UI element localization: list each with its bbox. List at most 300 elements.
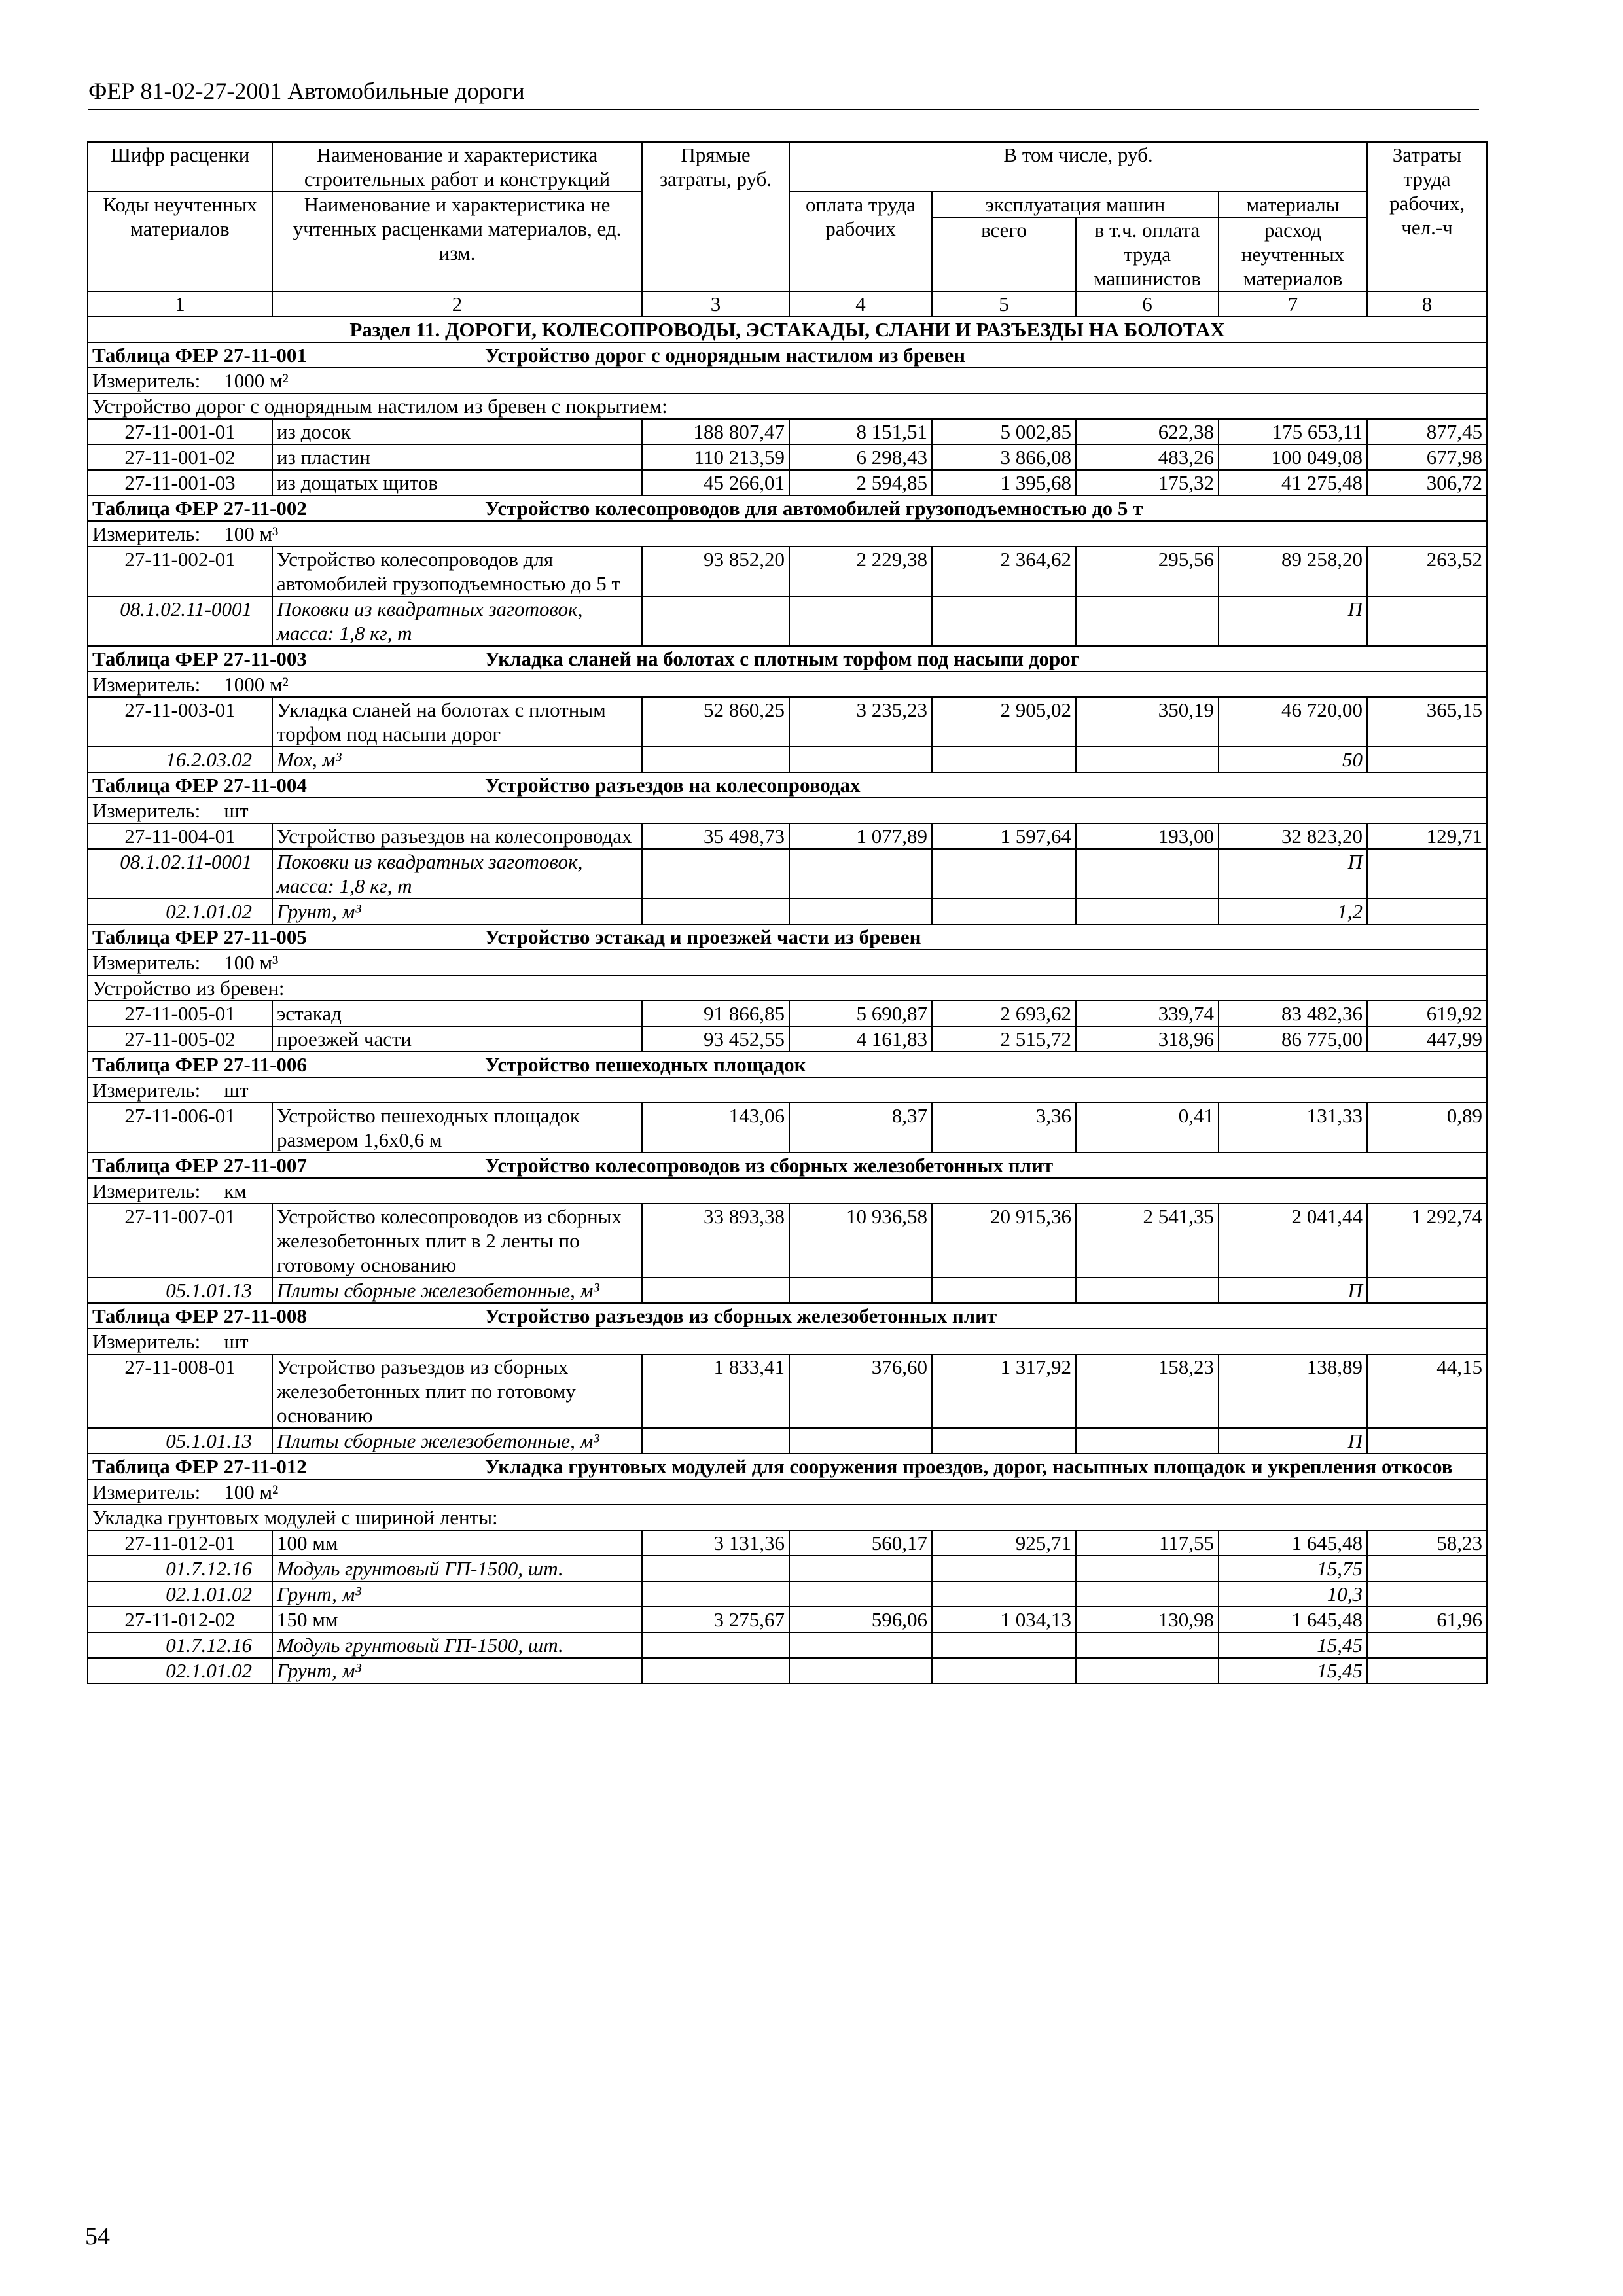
rate-value: 188 807,47 bbox=[642, 419, 789, 444]
group-row bbox=[88, 393, 1487, 419]
empty-cell bbox=[932, 1581, 1076, 1607]
empty-cell bbox=[642, 596, 789, 646]
rate-value: 2 229,38 bbox=[789, 547, 932, 596]
rate-name: Укладка сланей на болотах с плотным торфом под насыпи дорог bbox=[272, 697, 642, 747]
col-num: 2 bbox=[272, 291, 642, 317]
measure-cell bbox=[88, 1479, 1487, 1505]
rate-name: Устройство колесопроводов из сборных железобетонных плит в 2 ленты по готовому основанию bbox=[272, 1204, 642, 1278]
empty-cell bbox=[1076, 899, 1219, 924]
measure-cell bbox=[88, 368, 1487, 393]
empty-cell bbox=[789, 1632, 932, 1658]
material-row bbox=[88, 1428, 1487, 1454]
measure-label: Измеритель: bbox=[92, 369, 201, 392]
material-row bbox=[88, 1278, 1487, 1303]
rate-value: 339,74 bbox=[1076, 1001, 1219, 1026]
col-num: 4 bbox=[789, 291, 932, 317]
empty-cell bbox=[1076, 1581, 1219, 1607]
measure-label: Измеритель: bbox=[92, 522, 201, 545]
rate-value: 1 317,92 bbox=[932, 1354, 1076, 1428]
empty-cell bbox=[642, 1556, 789, 1581]
rate-code: 27-11-004-01 bbox=[88, 823, 272, 849]
rate-name: проезжей части bbox=[272, 1026, 642, 1052]
rate-name: из пластин bbox=[272, 444, 642, 470]
rate-value: 3 235,23 bbox=[789, 697, 932, 747]
material-name: Поковки из квадратных заготовок, масса: 1,8 кг, т bbox=[272, 596, 642, 646]
col-machwages-header: в т.ч. оплата труда машинистов bbox=[1076, 217, 1219, 291]
material-qty: 15,75 bbox=[1219, 1556, 1367, 1581]
table-title-cell bbox=[88, 1454, 1487, 1479]
rate-code: 27-11-003-01 bbox=[88, 697, 272, 747]
measure-cell bbox=[88, 798, 1487, 823]
empty-cell bbox=[1076, 1632, 1219, 1658]
empty-cell bbox=[789, 1658, 932, 1683]
rate-value: 193,00 bbox=[1076, 823, 1219, 849]
rate-value: 6 298,43 bbox=[789, 444, 932, 470]
table-title-row bbox=[88, 1303, 1487, 1329]
measure-label: Измеритель: bbox=[92, 1179, 201, 1202]
empty-cell bbox=[932, 596, 1076, 646]
measure-row bbox=[88, 1178, 1487, 1204]
material-row bbox=[88, 1556, 1487, 1581]
rate-value: 91 866,85 bbox=[642, 1001, 789, 1026]
col-incl-header: В том числе, руб. bbox=[789, 142, 1367, 192]
empty-cell bbox=[642, 899, 789, 924]
table-title-row bbox=[88, 342, 1487, 368]
table-number: Таблица ФЕР 27-11-001 bbox=[92, 344, 307, 367]
table-number: Таблица ФЕР 27-11-005 bbox=[92, 925, 307, 948]
table-title-cell bbox=[88, 772, 1487, 798]
rate-value: 318,96 bbox=[1076, 1026, 1219, 1052]
material-row bbox=[88, 1658, 1487, 1683]
material-qty: 15,45 bbox=[1219, 1632, 1367, 1658]
rate-value: 158,23 bbox=[1076, 1354, 1219, 1428]
rate-value: 560,17 bbox=[789, 1530, 932, 1556]
empty-cell bbox=[1076, 1428, 1219, 1454]
rate-name: эстакад bbox=[272, 1001, 642, 1026]
measure-cell bbox=[88, 950, 1487, 975]
rate-value: 110 213,59 bbox=[642, 444, 789, 470]
rate-value: 3,36 bbox=[932, 1103, 1076, 1153]
measure-cell bbox=[88, 1077, 1487, 1103]
table-title-cell bbox=[88, 1052, 1487, 1077]
rate-row bbox=[88, 547, 1487, 596]
material-name: Грунт, м³ bbox=[272, 1581, 642, 1607]
rate-value: 0,89 bbox=[1367, 1103, 1487, 1153]
col-num: 5 bbox=[932, 291, 1076, 317]
rate-value: 4 161,83 bbox=[789, 1026, 932, 1052]
empty-cell bbox=[789, 899, 932, 924]
rate-value: 3 131,36 bbox=[642, 1530, 789, 1556]
empty-cell bbox=[642, 1632, 789, 1658]
group-caption: Укладка грунтовых модулей с шириной ленты: bbox=[88, 1505, 1487, 1530]
rate-value: 8 151,51 bbox=[789, 419, 932, 444]
table-title-cell bbox=[88, 495, 1487, 521]
empty-cell bbox=[932, 1556, 1076, 1581]
col-num: 8 bbox=[1367, 291, 1487, 317]
rate-code: 27-11-001-02 bbox=[88, 444, 272, 470]
column-numbers-row bbox=[88, 291, 1487, 317]
measure-label: Измеритель: bbox=[92, 1480, 201, 1503]
rate-value: 44,15 bbox=[1367, 1354, 1487, 1428]
empty-cell bbox=[642, 747, 789, 772]
empty-cell bbox=[932, 1658, 1076, 1683]
empty-cell bbox=[932, 1428, 1076, 1454]
material-name: Мох, м³ bbox=[272, 747, 642, 772]
rate-value: 138,89 bbox=[1219, 1354, 1367, 1428]
col-name-header: Наименование и характеристика строительных работ и конструкций bbox=[272, 142, 642, 192]
empty-cell bbox=[789, 596, 932, 646]
empty-cell bbox=[1076, 1658, 1219, 1683]
table-title: Устройство разъездов на колесопроводах bbox=[485, 774, 861, 797]
material-name: Модуль грунтовый ГП-1500, шт. bbox=[272, 1632, 642, 1658]
table-title-row bbox=[88, 1454, 1487, 1479]
empty-cell bbox=[642, 1278, 789, 1303]
rate-value: 622,38 bbox=[1076, 419, 1219, 444]
empty-cell bbox=[1367, 1278, 1487, 1303]
rate-code: 27-11-001-03 bbox=[88, 470, 272, 495]
rate-value: 45 266,01 bbox=[642, 470, 789, 495]
header-row-1 bbox=[88, 142, 1487, 192]
table-title-row bbox=[88, 495, 1487, 521]
measure-value: 100 м³ bbox=[224, 522, 279, 545]
rate-value: 1 645,48 bbox=[1219, 1530, 1367, 1556]
measure-value: 1000 м² bbox=[224, 369, 289, 392]
rate-value: 3 275,67 bbox=[642, 1607, 789, 1632]
rate-value: 61,96 bbox=[1367, 1607, 1487, 1632]
empty-cell bbox=[1367, 899, 1487, 924]
rate-row bbox=[88, 1026, 1487, 1052]
empty-cell bbox=[642, 1428, 789, 1454]
table-number: Таблица ФЕР 27-11-003 bbox=[92, 647, 307, 670]
measure-row bbox=[88, 368, 1487, 393]
col-matcode-header: Коды неучтенных материалов bbox=[88, 192, 272, 291]
measure-row bbox=[88, 950, 1487, 975]
rate-value: 5 002,85 bbox=[932, 419, 1076, 444]
col-matusage-header: расход неучтенных материалов bbox=[1219, 217, 1367, 291]
rate-code: 27-11-008-01 bbox=[88, 1354, 272, 1428]
rate-value: 86 775,00 bbox=[1219, 1026, 1367, 1052]
material-name: Плиты сборные железобетонные, м³ bbox=[272, 1428, 642, 1454]
measure-value: шт bbox=[224, 1330, 249, 1353]
empty-cell bbox=[1076, 1556, 1219, 1581]
rate-value: 35 498,73 bbox=[642, 823, 789, 849]
rate-value: 295,56 bbox=[1076, 547, 1219, 596]
table-number: Таблица ФЕР 27-11-012 bbox=[92, 1455, 307, 1478]
rate-value: 365,15 bbox=[1367, 697, 1487, 747]
section-title: Раздел 11. ДОРОГИ, КОЛЕСОПРОВОДЫ, ЭСТАКАДЫ, СЛАНИ И РАЗЪЕЗДЫ НА БОЛОТАХ bbox=[88, 317, 1487, 342]
rate-value: 130,98 bbox=[1076, 1607, 1219, 1632]
empty-cell bbox=[1076, 747, 1219, 772]
table-number: Таблица ФЕР 27-11-007 bbox=[92, 1154, 307, 1177]
rate-value: 89 258,20 bbox=[1219, 547, 1367, 596]
rate-name: из досок bbox=[272, 419, 642, 444]
empty-cell bbox=[1367, 596, 1487, 646]
material-row bbox=[88, 1632, 1487, 1658]
measure-cell bbox=[88, 1329, 1487, 1354]
rate-value: 41 275,48 bbox=[1219, 470, 1367, 495]
col-machtotal-header: всего bbox=[932, 217, 1076, 291]
empty-cell bbox=[1367, 1428, 1487, 1454]
material-code: 08.1.02.11-0001 bbox=[88, 596, 272, 646]
empty-cell bbox=[1076, 849, 1219, 899]
empty-cell bbox=[1076, 1278, 1219, 1303]
rate-value: 619,92 bbox=[1367, 1001, 1487, 1026]
rate-value: 2 905,02 bbox=[932, 697, 1076, 747]
material-name: Грунт, м³ bbox=[272, 1658, 642, 1683]
measure-value: 1000 м² bbox=[224, 673, 289, 696]
material-row bbox=[88, 596, 1487, 646]
col-num: 7 bbox=[1219, 291, 1367, 317]
measure-cell bbox=[88, 521, 1487, 547]
col-direct-header: Прямые затраты, руб. bbox=[642, 142, 789, 291]
rate-code: 27-11-006-01 bbox=[88, 1103, 272, 1153]
col-machines-header: эксплуатация машин bbox=[932, 192, 1219, 217]
rate-value: 306,72 bbox=[1367, 470, 1487, 495]
rates-table bbox=[87, 141, 1488, 1684]
measure-row bbox=[88, 1329, 1487, 1354]
measure-row bbox=[88, 798, 1487, 823]
rate-value: 33 893,38 bbox=[642, 1204, 789, 1278]
table-title-cell bbox=[88, 342, 1487, 368]
col-num: 6 bbox=[1076, 291, 1219, 317]
rate-value: 677,98 bbox=[1367, 444, 1487, 470]
empty-cell bbox=[789, 1556, 932, 1581]
rate-value: 2 541,35 bbox=[1076, 1204, 1219, 1278]
measure-row bbox=[88, 1077, 1487, 1103]
rate-value: 131,33 bbox=[1219, 1103, 1367, 1153]
rate-value: 10 936,58 bbox=[789, 1204, 932, 1278]
measure-label: Измеритель: bbox=[92, 1079, 201, 1102]
table-title-row bbox=[88, 1153, 1487, 1178]
rate-value: 5 690,87 bbox=[789, 1001, 932, 1026]
table-number: Таблица ФЕР 27-11-008 bbox=[92, 1304, 307, 1327]
empty-cell bbox=[1076, 596, 1219, 646]
empty-cell bbox=[1367, 849, 1487, 899]
material-code: 05.1.01.13 bbox=[88, 1428, 272, 1454]
rate-row bbox=[88, 823, 1487, 849]
rate-name: Устройство колесопроводов для автомобилей грузоподъемностью до 5 т bbox=[272, 547, 642, 596]
rate-row bbox=[88, 1103, 1487, 1153]
rate-value: 175,32 bbox=[1076, 470, 1219, 495]
table-title: Укладка грунтовых модулей для сооружения проездов, дорог, насыпных площадок и укрепления откосов bbox=[485, 1455, 1453, 1478]
rate-name: из дощатых щитов bbox=[272, 470, 642, 495]
rate-code: 27-11-007-01 bbox=[88, 1204, 272, 1278]
measure-value: км bbox=[224, 1179, 247, 1202]
material-qty: П bbox=[1219, 1278, 1367, 1303]
material-name: Плиты сборные железобетонные, м³ bbox=[272, 1278, 642, 1303]
col-materials-header: материалы bbox=[1219, 192, 1367, 217]
col-num: 3 bbox=[642, 291, 789, 317]
rate-row bbox=[88, 697, 1487, 747]
rate-value: 263,52 bbox=[1367, 547, 1487, 596]
empty-cell bbox=[642, 849, 789, 899]
rate-value: 175 653,11 bbox=[1219, 419, 1367, 444]
rate-value: 1 292,74 bbox=[1367, 1204, 1487, 1278]
rate-value: 2 515,72 bbox=[932, 1026, 1076, 1052]
rate-value: 1 597,64 bbox=[932, 823, 1076, 849]
rate-value: 143,06 bbox=[642, 1103, 789, 1153]
table-title-cell bbox=[88, 646, 1487, 672]
rate-code: 27-11-005-02 bbox=[88, 1026, 272, 1052]
table-title-row bbox=[88, 772, 1487, 798]
table-number: Таблица ФЕР 27-11-006 bbox=[92, 1053, 307, 1076]
rate-value: 117,55 bbox=[1076, 1530, 1219, 1556]
rate-row bbox=[88, 419, 1487, 444]
empty-cell bbox=[789, 1581, 932, 1607]
rate-value: 93 852,20 bbox=[642, 547, 789, 596]
measure-label: Измеритель: bbox=[92, 673, 201, 696]
rate-code: 27-11-012-01 bbox=[88, 1530, 272, 1556]
material-code: 01.7.12.16 bbox=[88, 1632, 272, 1658]
empty-cell bbox=[642, 1581, 789, 1607]
empty-cell bbox=[789, 849, 932, 899]
group-caption: Устройство дорог с однорядным настилом из бревен с покрытием: bbox=[88, 393, 1487, 419]
empty-cell bbox=[1367, 1556, 1487, 1581]
group-row bbox=[88, 975, 1487, 1001]
rate-value: 83 482,36 bbox=[1219, 1001, 1367, 1026]
section-row bbox=[88, 317, 1487, 342]
rate-name: Устройство разъездов из сборных железобетонных плит по готовому основанию bbox=[272, 1354, 642, 1428]
rate-value: 8,37 bbox=[789, 1103, 932, 1153]
empty-cell bbox=[789, 747, 932, 772]
rate-value: 1 645,48 bbox=[1219, 1607, 1367, 1632]
empty-cell bbox=[932, 849, 1076, 899]
table-title-cell bbox=[88, 924, 1487, 950]
empty-cell bbox=[932, 1632, 1076, 1658]
page-number: 54 bbox=[85, 2223, 110, 2250]
measure-value: шт bbox=[224, 1079, 249, 1102]
measure-label: Измеритель: bbox=[92, 1330, 201, 1353]
rate-row bbox=[88, 470, 1487, 495]
rate-value: 129,71 bbox=[1367, 823, 1487, 849]
rate-value: 376,60 bbox=[789, 1354, 932, 1428]
material-qty: 10,3 bbox=[1219, 1581, 1367, 1607]
material-code: 02.1.01.02 bbox=[88, 1581, 272, 1607]
material-qty: 50 bbox=[1219, 747, 1367, 772]
material-row bbox=[88, 899, 1487, 924]
table-title-row bbox=[88, 1052, 1487, 1077]
empty-cell bbox=[932, 747, 1076, 772]
table-title: Устройство дорог с однорядным настилом из бревен bbox=[485, 344, 965, 367]
rate-value: 483,26 bbox=[1076, 444, 1219, 470]
rate-value: 1 077,89 bbox=[789, 823, 932, 849]
material-code: 02.1.01.02 bbox=[88, 899, 272, 924]
empty-cell bbox=[1367, 1581, 1487, 1607]
table-number: Таблица ФЕР 27-11-002 bbox=[92, 497, 307, 520]
material-code: 05.1.01.13 bbox=[88, 1278, 272, 1303]
rate-row bbox=[88, 1204, 1487, 1278]
table-title-row bbox=[88, 646, 1487, 672]
table-number: Таблица ФЕР 27-11-004 bbox=[92, 774, 307, 797]
rate-value: 350,19 bbox=[1076, 697, 1219, 747]
material-qty: П bbox=[1219, 1428, 1367, 1454]
empty-cell bbox=[642, 1658, 789, 1683]
empty-cell bbox=[789, 1428, 932, 1454]
rate-code: 27-11-001-01 bbox=[88, 419, 272, 444]
measure-value: 100 м² bbox=[224, 1480, 279, 1503]
empty-cell bbox=[932, 899, 1076, 924]
table-title: Устройство колесопроводов для автомобилей грузоподъемностью до 5 т bbox=[485, 497, 1143, 520]
rate-value: 32 823,20 bbox=[1219, 823, 1367, 849]
rate-value: 58,23 bbox=[1367, 1530, 1487, 1556]
material-row bbox=[88, 1581, 1487, 1607]
empty-cell bbox=[1367, 1658, 1487, 1683]
material-qty: 1,2 bbox=[1219, 899, 1367, 924]
material-code: 08.1.02.11-0001 bbox=[88, 849, 272, 899]
col-labor-header: Затраты труда рабочих, чел.-ч bbox=[1367, 142, 1487, 291]
rate-value: 877,45 bbox=[1367, 419, 1487, 444]
table-title: Устройство пешеходных площадок bbox=[485, 1053, 806, 1076]
group-caption: Устройство из бревен: bbox=[88, 975, 1487, 1001]
rate-row bbox=[88, 1001, 1487, 1026]
empty-cell bbox=[932, 1278, 1076, 1303]
measure-row bbox=[88, 672, 1487, 697]
rate-value: 46 720,00 bbox=[1219, 697, 1367, 747]
material-name: Грунт, м³ bbox=[272, 899, 642, 924]
rate-value: 2 364,62 bbox=[932, 547, 1076, 596]
table-title: Устройство колесопроводов из сборных железобетонных плит bbox=[485, 1154, 1054, 1177]
table-title: Устройство разъездов из сборных железобетонных плит bbox=[485, 1304, 997, 1327]
running-header: ФЕР 81-02-27-2001 Автомобильные дороги bbox=[88, 77, 1479, 110]
rate-code: 27-11-012-02 bbox=[88, 1607, 272, 1632]
rate-value: 2 594,85 bbox=[789, 470, 932, 495]
col-wages-header: оплата труда рабочих bbox=[789, 192, 932, 291]
material-row bbox=[88, 849, 1487, 899]
material-code: 02.1.01.02 bbox=[88, 1658, 272, 1683]
rate-value: 1 395,68 bbox=[932, 470, 1076, 495]
table-title-cell bbox=[88, 1303, 1487, 1329]
rate-value: 93 452,55 bbox=[642, 1026, 789, 1052]
table-title: Укладка сланей на болотах с плотным торфом под насыпи дорог bbox=[485, 647, 1080, 670]
empty-cell bbox=[1367, 747, 1487, 772]
rate-row bbox=[88, 1607, 1487, 1632]
rate-row bbox=[88, 1354, 1487, 1428]
rate-value: 447,99 bbox=[1367, 1026, 1487, 1052]
rate-value: 2 041,44 bbox=[1219, 1204, 1367, 1278]
rate-value: 3 866,08 bbox=[932, 444, 1076, 470]
rate-name: Устройство разъездов на колесопроводах bbox=[272, 823, 642, 849]
rate-value: 2 693,62 bbox=[932, 1001, 1076, 1026]
col-matname-header: Наименование и характеристика не учтенных расценками материалов, ед. изм. bbox=[272, 192, 642, 291]
rate-row bbox=[88, 1530, 1487, 1556]
rate-name: 150 мм bbox=[272, 1607, 642, 1632]
material-qty: 15,45 bbox=[1219, 1658, 1367, 1683]
rate-value: 20 915,36 bbox=[932, 1204, 1076, 1278]
material-code: 16.2.03.02 bbox=[88, 747, 272, 772]
col-num: 1 bbox=[88, 291, 272, 317]
rate-row bbox=[88, 444, 1487, 470]
empty-cell bbox=[1367, 1632, 1487, 1658]
measure-label: Измеритель: bbox=[92, 799, 201, 822]
measure-label: Измеритель: bbox=[92, 951, 201, 974]
rate-code: 27-11-002-01 bbox=[88, 547, 272, 596]
measure-value: шт bbox=[224, 799, 249, 822]
material-row bbox=[88, 747, 1487, 772]
col-code-header: Шифр расценки bbox=[88, 142, 272, 192]
rate-value: 1 034,13 bbox=[932, 1607, 1076, 1632]
measure-row bbox=[88, 1479, 1487, 1505]
measure-cell bbox=[88, 672, 1487, 697]
rate-value: 596,06 bbox=[789, 1607, 932, 1632]
material-name: Поковки из квадратных заготовок, масса: 1,8 кг, т bbox=[272, 849, 642, 899]
rate-code: 27-11-005-01 bbox=[88, 1001, 272, 1026]
table-title: Устройство эстакад и проезжей части из бревен bbox=[485, 925, 921, 948]
empty-cell bbox=[789, 1278, 932, 1303]
measure-value: 100 м³ bbox=[224, 951, 279, 974]
material-code: 01.7.12.16 bbox=[88, 1556, 272, 1581]
measure-row bbox=[88, 521, 1487, 547]
rate-value: 1 833,41 bbox=[642, 1354, 789, 1428]
